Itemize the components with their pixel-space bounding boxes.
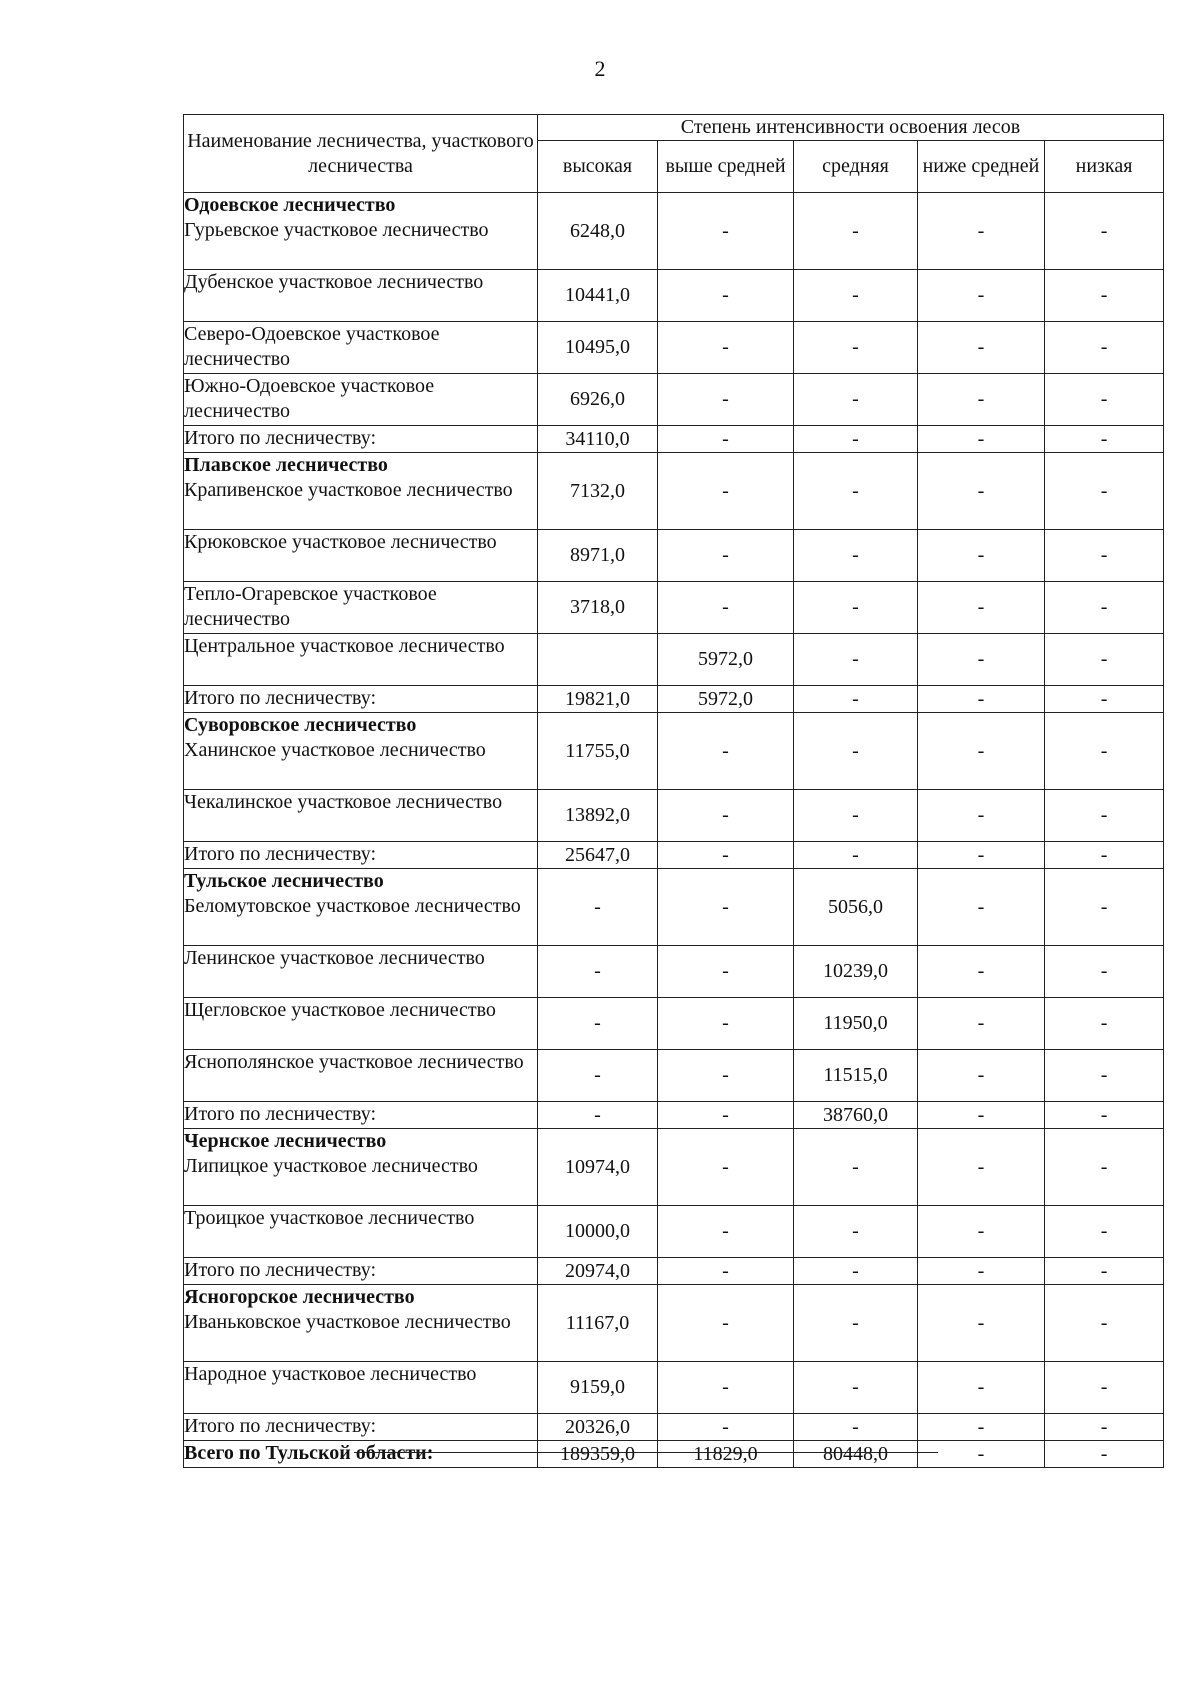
value-cell: - bbox=[1045, 1206, 1164, 1258]
value-cell: - bbox=[918, 1362, 1045, 1414]
value-cell: 8971,0 bbox=[538, 530, 658, 582]
row-name-cell bbox=[184, 1285, 538, 1362]
value-cell: - bbox=[918, 1102, 1045, 1129]
table-row bbox=[184, 1362, 1164, 1414]
value-cell: 6248,0 bbox=[538, 193, 658, 270]
value-cell: - bbox=[658, 582, 794, 634]
district-name: Беломутовское участковое лесничество bbox=[184, 895, 521, 917]
total-row bbox=[184, 686, 1164, 713]
value-cell: - bbox=[794, 842, 918, 869]
table-row bbox=[184, 869, 1164, 946]
value-cell: 9159,0 bbox=[538, 1362, 658, 1414]
row-name-cell bbox=[184, 582, 538, 634]
value-cell: - bbox=[918, 1258, 1045, 1285]
value-cell: - bbox=[918, 426, 1045, 453]
row-name-cell bbox=[184, 998, 538, 1050]
total-label: Итого по лесничеству: bbox=[184, 427, 377, 449]
value-cell: - bbox=[1045, 842, 1164, 869]
header-group-title: Степень интенсивности освоения лесов bbox=[538, 115, 1164, 141]
value-cell: 80448,0 bbox=[794, 1441, 918, 1468]
table-row bbox=[184, 582, 1164, 634]
total-label: Итого по лесничеству: bbox=[184, 687, 377, 709]
district-name: Иваньковское участковое лесничество bbox=[184, 1311, 511, 1333]
value-cell: - bbox=[918, 1414, 1045, 1441]
forestry-name: Тульское лесничество bbox=[184, 870, 384, 892]
row-name-cell bbox=[184, 869, 538, 946]
value-cell: - bbox=[1045, 1258, 1164, 1285]
value-cell: - bbox=[1045, 582, 1164, 634]
forestry-name: Плавское лесничество bbox=[184, 454, 388, 476]
header-col-below-average: ниже средней bbox=[918, 141, 1045, 193]
value-cell: 10441,0 bbox=[538, 270, 658, 322]
value-cell: 10495,0 bbox=[538, 322, 658, 374]
value-cell: 5972,0 bbox=[658, 686, 794, 713]
district-name: Троицкое участковое лесничество bbox=[184, 1207, 475, 1229]
table-row bbox=[184, 322, 1164, 374]
district-name: Дубенское участковое лесничество bbox=[184, 271, 484, 293]
value-cell: - bbox=[918, 270, 1045, 322]
table-row bbox=[184, 1050, 1164, 1102]
value-cell: - bbox=[1045, 1285, 1164, 1362]
value-cell: - bbox=[1045, 270, 1164, 322]
value-cell: 5056,0 bbox=[794, 869, 918, 946]
row-name-cell bbox=[184, 790, 538, 842]
header-name-column: Наименование лесничества, участкового лесничества bbox=[184, 115, 538, 193]
value-cell: - bbox=[658, 1206, 794, 1258]
value-cell: - bbox=[658, 193, 794, 270]
total-row bbox=[184, 426, 1164, 453]
table-row bbox=[184, 1129, 1164, 1206]
value-cell: - bbox=[658, 270, 794, 322]
value-cell bbox=[538, 634, 658, 686]
district-name: Яснополянское участковое лесничество bbox=[184, 1051, 524, 1073]
total-label: Итого по лесничеству: bbox=[184, 1103, 377, 1125]
value-cell: - bbox=[918, 453, 1045, 530]
district-name: Гурьевское участковое лесничество bbox=[184, 219, 489, 241]
value-cell: 5972,0 bbox=[658, 634, 794, 686]
value-cell: - bbox=[1045, 1129, 1164, 1206]
total-label: Итого по лесничеству: bbox=[184, 1259, 377, 1281]
value-cell: - bbox=[658, 1102, 794, 1129]
district-name: Северо-Одоевское участковое лесничество bbox=[184, 323, 440, 370]
value-cell: - bbox=[538, 998, 658, 1050]
value-cell: - bbox=[794, 1206, 918, 1258]
value-cell: - bbox=[794, 530, 918, 582]
value-cell: - bbox=[1045, 193, 1164, 270]
value-cell: - bbox=[658, 1050, 794, 1102]
value-cell: - bbox=[1045, 790, 1164, 842]
total-label: Итого по лесничеству: bbox=[184, 1415, 377, 1437]
value-cell: 11829,0 bbox=[658, 1441, 794, 1468]
total-label: Итого по лесничеству: bbox=[184, 843, 377, 865]
row-name-cell bbox=[184, 374, 538, 426]
table-row bbox=[184, 713, 1164, 790]
value-cell: - bbox=[1045, 1362, 1164, 1414]
bottom-rule bbox=[354, 1452, 938, 1453]
table-row bbox=[184, 374, 1164, 426]
row-name-cell bbox=[184, 530, 538, 582]
value-cell: - bbox=[658, 453, 794, 530]
value-cell: - bbox=[1045, 322, 1164, 374]
row-name-cell bbox=[184, 322, 538, 374]
grand-total-row bbox=[184, 1441, 1164, 1468]
value-cell: - bbox=[794, 1129, 918, 1206]
district-name: Народное участковое лесничество bbox=[184, 1363, 477, 1385]
value-cell: 6926,0 bbox=[538, 374, 658, 426]
value-cell: - bbox=[658, 426, 794, 453]
value-cell: - bbox=[794, 322, 918, 374]
value-cell: - bbox=[658, 322, 794, 374]
header-col-above-average: выше средней bbox=[658, 141, 794, 193]
value-cell: - bbox=[1045, 1414, 1164, 1441]
district-name: Центральное участковое лесничество bbox=[184, 635, 505, 657]
total-row bbox=[184, 1258, 1164, 1285]
value-cell: - bbox=[918, 790, 1045, 842]
value-cell: - bbox=[794, 582, 918, 634]
value-cell: - bbox=[918, 1206, 1045, 1258]
value-cell: 20326,0 bbox=[538, 1414, 658, 1441]
row-name-cell bbox=[184, 453, 538, 530]
row-name-cell bbox=[184, 1050, 538, 1102]
table-row bbox=[184, 1285, 1164, 1362]
value-cell: - bbox=[658, 1258, 794, 1285]
value-cell: - bbox=[658, 1285, 794, 1362]
value-cell: - bbox=[794, 1414, 918, 1441]
district-name: Крапивенское участковое лесничество bbox=[184, 479, 513, 501]
value-cell: - bbox=[794, 374, 918, 426]
forestry-name: Чернское лесничество bbox=[184, 1130, 387, 1152]
value-cell: - bbox=[1045, 634, 1164, 686]
value-cell: - bbox=[918, 998, 1045, 1050]
value-cell: 10974,0 bbox=[538, 1129, 658, 1206]
value-cell: - bbox=[658, 1362, 794, 1414]
value-cell: 38760,0 bbox=[794, 1102, 918, 1129]
value-cell: - bbox=[794, 1362, 918, 1414]
value-cell: - bbox=[794, 1258, 918, 1285]
district-name: Липицкое участковое лесничество bbox=[184, 1155, 478, 1177]
value-cell: - bbox=[918, 1285, 1045, 1362]
row-name-cell bbox=[184, 842, 538, 869]
value-cell: - bbox=[918, 322, 1045, 374]
value-cell: - bbox=[794, 193, 918, 270]
value-cell: - bbox=[658, 790, 794, 842]
value-cell: 189359,0 bbox=[538, 1441, 658, 1468]
value-cell: - bbox=[918, 634, 1045, 686]
value-cell: - bbox=[1045, 946, 1164, 998]
value-cell: - bbox=[1045, 1050, 1164, 1102]
total-row bbox=[184, 842, 1164, 869]
district-name: Ханинское участковое лесничество bbox=[184, 739, 486, 761]
table-row bbox=[184, 453, 1164, 530]
value-cell: 11950,0 bbox=[794, 998, 918, 1050]
value-cell: - bbox=[794, 634, 918, 686]
header-col-high: высокая bbox=[538, 141, 658, 193]
value-cell: - bbox=[918, 530, 1045, 582]
row-name-cell bbox=[184, 686, 538, 713]
value-cell: 34110,0 bbox=[538, 426, 658, 453]
value-cell: - bbox=[658, 946, 794, 998]
value-cell: - bbox=[658, 1129, 794, 1206]
table-body bbox=[184, 193, 1164, 1468]
total-label: Всего по Тульской области: bbox=[184, 1442, 434, 1464]
value-cell: - bbox=[658, 1414, 794, 1441]
value-cell: 10000,0 bbox=[538, 1206, 658, 1258]
value-cell: - bbox=[538, 869, 658, 946]
district-name: Южно-Одоевское участковое лесничество bbox=[184, 375, 435, 422]
value-cell: - bbox=[918, 842, 1045, 869]
table-row bbox=[184, 998, 1164, 1050]
value-cell: - bbox=[1045, 1102, 1164, 1129]
value-cell: - bbox=[538, 946, 658, 998]
forestry-name: Ясногорское лесничество bbox=[184, 1286, 415, 1308]
table-row bbox=[184, 1206, 1164, 1258]
table-row bbox=[184, 193, 1164, 270]
value-cell: 19821,0 bbox=[538, 686, 658, 713]
value-cell: 25647,0 bbox=[538, 842, 658, 869]
value-cell: - bbox=[538, 1050, 658, 1102]
value-cell: - bbox=[1045, 426, 1164, 453]
row-name-cell bbox=[184, 426, 538, 453]
value-cell: 20974,0 bbox=[538, 1258, 658, 1285]
value-cell: - bbox=[794, 426, 918, 453]
page-number: 2 bbox=[594, 56, 606, 81]
row-name-cell bbox=[184, 634, 538, 686]
value-cell: - bbox=[794, 453, 918, 530]
value-cell: - bbox=[918, 1129, 1045, 1206]
district-name: Чекалинское участковое лесничество bbox=[184, 791, 503, 813]
value-cell: - bbox=[918, 946, 1045, 998]
value-cell: 3718,0 bbox=[538, 582, 658, 634]
value-cell: - bbox=[1045, 374, 1164, 426]
value-cell: - bbox=[1045, 686, 1164, 713]
district-name: Щегловское участковое лесничество bbox=[184, 999, 496, 1021]
value-cell: - bbox=[1045, 713, 1164, 790]
value-cell: - bbox=[794, 790, 918, 842]
value-cell: - bbox=[1045, 453, 1164, 530]
total-row bbox=[184, 1102, 1164, 1129]
forestry-name: Суворовское лесничество bbox=[184, 714, 417, 736]
header-col-low: низкая bbox=[1045, 141, 1164, 193]
value-cell: - bbox=[918, 1050, 1045, 1102]
row-name-cell bbox=[184, 1414, 538, 1441]
value-cell: - bbox=[1045, 998, 1164, 1050]
value-cell: - bbox=[794, 686, 918, 713]
value-cell: 10239,0 bbox=[794, 946, 918, 998]
row-name-cell bbox=[184, 713, 538, 790]
table-row bbox=[184, 946, 1164, 998]
row-name-cell bbox=[184, 946, 538, 998]
row-name-cell bbox=[184, 1102, 538, 1129]
value-cell: 11515,0 bbox=[794, 1050, 918, 1102]
value-cell: 7132,0 bbox=[538, 453, 658, 530]
row-name-cell bbox=[184, 193, 538, 270]
value-cell: - bbox=[794, 270, 918, 322]
value-cell: 11755,0 bbox=[538, 713, 658, 790]
row-name-cell bbox=[184, 1129, 538, 1206]
value-cell: - bbox=[658, 374, 794, 426]
header-col-average: средняя bbox=[794, 141, 918, 193]
district-name: Тепло-Огаревское участковое лесничество bbox=[184, 583, 437, 630]
value-cell: - bbox=[918, 582, 1045, 634]
value-cell: - bbox=[918, 193, 1045, 270]
value-cell: - bbox=[658, 530, 794, 582]
district-name: Крюковское участковое лесничество bbox=[184, 531, 497, 553]
value-cell: - bbox=[658, 713, 794, 790]
value-cell: - bbox=[918, 374, 1045, 426]
value-cell: - bbox=[918, 686, 1045, 713]
row-name-cell bbox=[184, 1441, 538, 1468]
row-name-cell bbox=[184, 270, 538, 322]
value-cell: - bbox=[1045, 869, 1164, 946]
value-cell: - bbox=[658, 869, 794, 946]
total-row bbox=[184, 1414, 1164, 1441]
table-row bbox=[184, 530, 1164, 582]
value-cell: - bbox=[658, 842, 794, 869]
value-cell: 11167,0 bbox=[538, 1285, 658, 1362]
table-row bbox=[184, 270, 1164, 322]
value-cell: - bbox=[1045, 1441, 1164, 1468]
value-cell: - bbox=[1045, 530, 1164, 582]
value-cell: - bbox=[794, 1285, 918, 1362]
value-cell: - bbox=[538, 1102, 658, 1129]
forestry-name: Одоевское лесничество bbox=[184, 194, 396, 216]
row-name-cell bbox=[184, 1206, 538, 1258]
value-cell: 13892,0 bbox=[538, 790, 658, 842]
value-cell: - bbox=[918, 1441, 1045, 1468]
district-name: Ленинское участковое лесничество bbox=[184, 947, 485, 969]
value-cell: - bbox=[918, 869, 1045, 946]
value-cell: - bbox=[918, 713, 1045, 790]
row-name-cell bbox=[184, 1362, 538, 1414]
forest-intensity-table bbox=[183, 114, 1164, 1468]
value-cell: - bbox=[658, 998, 794, 1050]
value-cell: - bbox=[794, 713, 918, 790]
row-name-cell bbox=[184, 1258, 538, 1285]
table-row bbox=[184, 790, 1164, 842]
table-row bbox=[184, 634, 1164, 686]
